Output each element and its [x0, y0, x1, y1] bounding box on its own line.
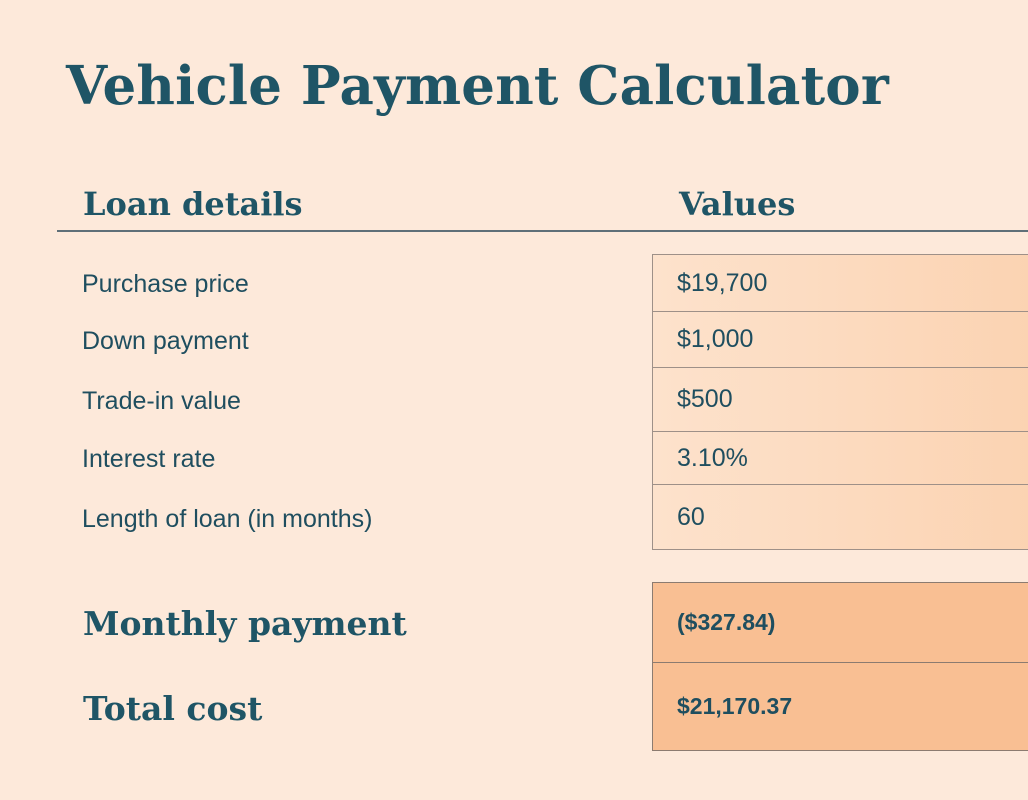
monthly-payment-cell: ($327.84) — [652, 582, 1028, 663]
total-cost-cell: $21,170.37 — [652, 662, 1028, 751]
down-payment-label: Down payment — [82, 327, 249, 355]
down-payment-cell[interactable]: $1,000 — [652, 311, 1028, 368]
monthly-payment-label: Monthly payment — [83, 604, 407, 643]
trade-in-value-label: Trade-in value — [82, 387, 241, 415]
loan-length-label: Length of loan (in months) — [82, 505, 373, 533]
purchase-price-label: Purchase price — [82, 270, 249, 298]
page-title: Vehicle Payment Calculator — [66, 55, 889, 117]
values-header: Values — [679, 185, 796, 223]
purchase-price-cell[interactable]: $19,700 — [652, 254, 1028, 312]
trade-in-value-cell[interactable]: $500 — [652, 367, 1028, 432]
loan-details-header: Loan details — [83, 185, 303, 223]
interest-rate-label: Interest rate — [82, 445, 216, 473]
total-cost-label: Total cost — [83, 689, 263, 728]
interest-rate-cell[interactable]: 3.10% — [652, 431, 1028, 485]
header-divider — [57, 230, 1028, 232]
loan-length-cell[interactable]: 60 — [652, 484, 1028, 550]
